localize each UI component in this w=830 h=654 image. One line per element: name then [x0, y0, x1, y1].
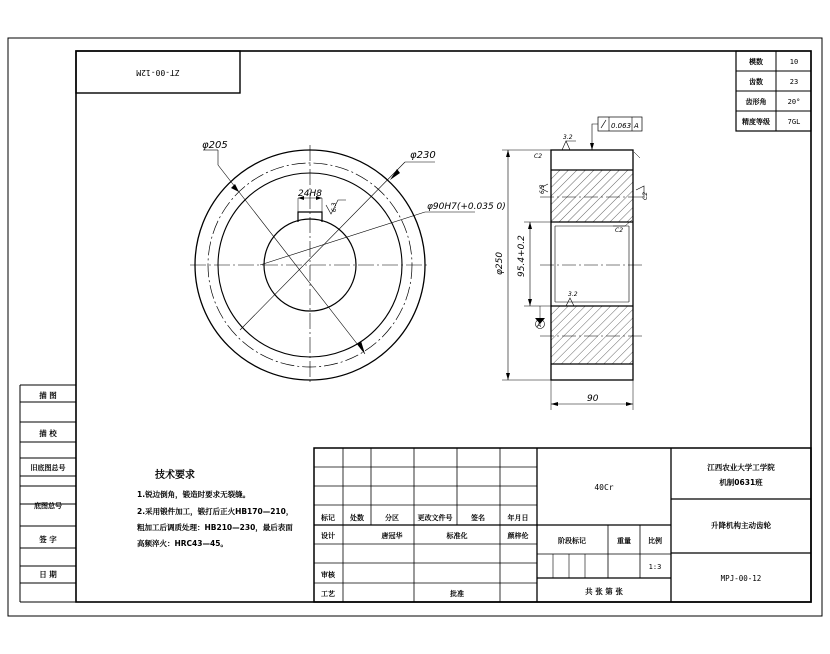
roughness-bore-value: 3.2	[568, 291, 578, 298]
tb-material: 40Cr	[594, 483, 614, 492]
gear-front-view	[190, 145, 475, 385]
dim-d95: 95.4+0.2	[517, 235, 527, 277]
tb-header-signature: 签名	[471, 514, 485, 522]
tb-standard-by: 颜梓伦	[507, 532, 529, 540]
strip-signature: 签 字	[39, 535, 57, 544]
roughness-top-icon	[562, 141, 576, 150]
datum-a-label: A	[537, 322, 542, 329]
tb-part-name: 升降机构主动齿轮	[711, 521, 771, 530]
roughness-top-value: 3.2	[563, 134, 573, 141]
roughness-keyway-value: 6.3	[331, 202, 338, 212]
dim-bore: φ90H7(+0.035 0)	[427, 202, 506, 212]
strip-base-no: 底图总号	[34, 502, 62, 510]
outer-border	[8, 38, 822, 616]
param-label-teeth: 齿数	[749, 78, 763, 86]
tb-sheet-text: 共 张 第 张	[585, 587, 623, 596]
chamfer-bore: C2	[615, 227, 624, 234]
param-label-precision: 精度等级	[742, 118, 770, 126]
hatch-top	[551, 170, 633, 222]
dim-d250: φ250	[495, 251, 505, 275]
tb-header-date: 年月日	[507, 514, 529, 522]
tech-req-line-3: 粗加工后调质处理：HB210—230，最后表面	[137, 523, 293, 532]
tech-requirements	[136, 468, 293, 548]
tb-weight-label: 重量	[617, 537, 631, 545]
tech-req-line-2: 2.采用锻件加工，锻打后正火HB170—210，	[137, 507, 294, 516]
runout-icon	[601, 120, 606, 128]
roughness-keyway	[326, 200, 346, 214]
dim-d230: φ230	[410, 150, 436, 161]
param-value-teeth: 23	[789, 78, 799, 86]
tb-designer: 唐冠华	[381, 532, 403, 540]
drawing-number-box	[76, 51, 240, 93]
gear-params-table	[736, 51, 811, 131]
roughness-left-value: 6.3	[539, 184, 546, 194]
tech-req-line-4: 高频淬火：HRC43—45。	[137, 539, 228, 548]
tb-school: 江西农业大学工学院	[707, 463, 775, 472]
tb-approve-label: 批准	[450, 590, 464, 598]
strip-trace: 描 图	[39, 391, 57, 400]
strip-date: 日 期	[39, 570, 57, 579]
hatch-bottom	[551, 306, 633, 364]
tol-datum: A	[634, 122, 639, 130]
param-label-pressure-angle: 齿形角	[745, 98, 767, 106]
tb-scale-label: 比例	[648, 537, 662, 545]
tb-standard-label: 标准化	[446, 532, 468, 540]
param-value-precision: 7GL	[787, 118, 801, 126]
dim-keyway: 24H8	[298, 189, 322, 199]
left-strip	[20, 385, 76, 602]
tb-header-mark: 标记	[321, 514, 335, 522]
dim-width: 90	[587, 394, 599, 404]
param-label-module: 模数	[749, 58, 763, 66]
tb-design-label: 设计	[321, 532, 335, 540]
tb-header-count: 处数	[350, 514, 364, 522]
strip-trace-check: 描 校	[39, 429, 57, 438]
tech-req-title: 技术要求	[155, 470, 195, 481]
tb-header-change-doc: 更改文件号	[417, 514, 453, 522]
tb-drawing-no: MPJ-00-12	[720, 574, 762, 583]
tb-stage-label: 阶段标记	[558, 537, 586, 545]
param-value-pressure-angle: 20°	[787, 98, 801, 106]
dim-d205: φ205	[202, 140, 228, 151]
chamfer-right: C2	[642, 191, 649, 200]
param-value-module: 10	[789, 58, 799, 66]
chamfer-top-left: C2	[534, 153, 543, 160]
tol-value: 0.063	[611, 122, 632, 130]
tech-req-line-1: 1.锐边倒角，锻造时要求无裂缝。	[137, 490, 251, 499]
tb-scale-value: 1:3	[648, 563, 662, 571]
tb-review-label: 审核	[321, 571, 335, 579]
leader-bore	[260, 212, 425, 265]
leader-d205	[218, 165, 365, 354]
tb-class: 机制0631班	[719, 478, 763, 487]
leader-d230	[240, 162, 405, 330]
tb-process-label: 工艺	[321, 590, 335, 598]
drawing-number-text: ZT-00-12M	[136, 68, 180, 77]
strip-old-base-no: 旧底图总号	[30, 464, 66, 472]
tb-header-zone: 分区	[385, 514, 399, 522]
